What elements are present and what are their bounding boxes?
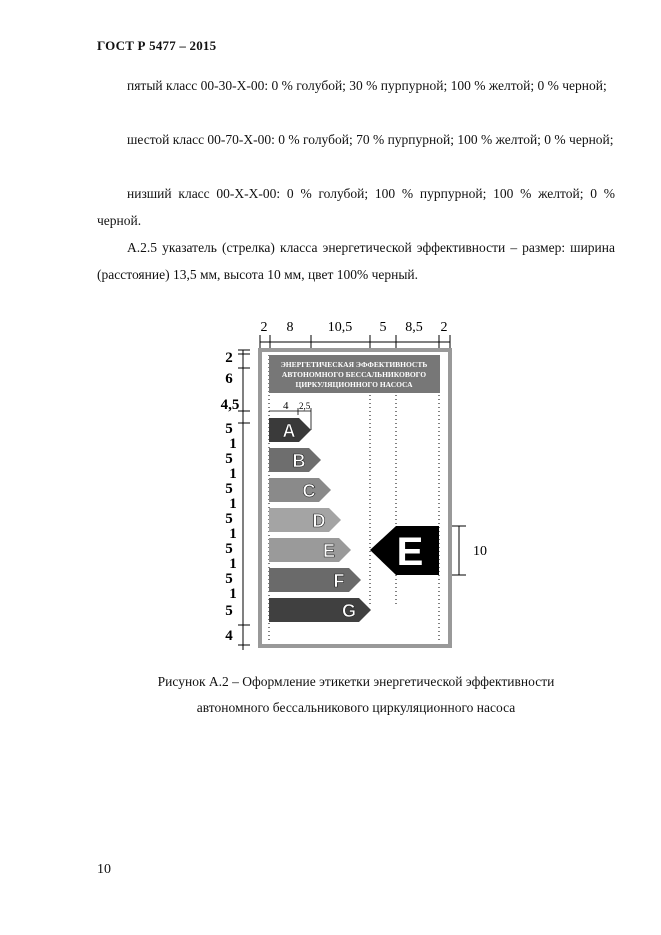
paragraph-text: А.2.5 указатель (стрелка) класса энергетической эффективности – размер: ширина (расстояние) 13,5 мм, высота 10 мм, цвет 100% черный. <box>97 240 615 282</box>
class-arrow-letter: G <box>341 601 357 621</box>
left-dim-label: 1 <box>229 526 237 542</box>
left-dim-label: 1 <box>229 496 237 512</box>
paragraph-text: пятый класс 00-30-Х-00: 0 % голубой; 30 % пурпурной; 100 % желтой; 0 % черной; <box>127 78 607 93</box>
inner-dim-label: 2,5 <box>299 401 311 411</box>
class-arrow-e <box>269 538 351 562</box>
left-dim-label: 1 <box>229 466 237 482</box>
left-dim-label: 2 <box>225 350 233 366</box>
paragraph-text: шестой класс 00-70-Х-00: 0 % голубой; 70 % пурпурной; 100 % желтой; 0 % черной; <box>127 132 614 147</box>
left-dim-label: 4,5 <box>220 397 240 413</box>
figure-caption-line-1: Рисунок А.2 – Оформление этикетки энергетической эффективности <box>157 674 555 689</box>
left-dim-label: 5 <box>225 511 233 527</box>
left-dim-label: 5 <box>225 481 233 497</box>
class-arrow-letter: C <box>302 481 316 501</box>
paragraph-text: низший класс 00-Х-Х-00: 0 % голубой; 100 % пурпурной; 100 % желтой; 0 % черной. <box>97 186 615 228</box>
top-dim-label: 8 <box>286 320 294 335</box>
top-dim-label: 8,5 <box>405 320 423 335</box>
label-title-line: ЦИРКУЛЯЦИОННОГО НАСОСА <box>295 380 413 389</box>
class-arrow-c <box>269 478 331 502</box>
indicator-height-label: 10 <box>473 544 487 559</box>
left-dim-label: 6 <box>225 371 233 387</box>
top-dim-label: 5 <box>379 320 387 335</box>
left-dim-label: 5 <box>225 421 233 437</box>
paragraph-class-6 <box>97 126 615 153</box>
left-dim-label: 5 <box>225 451 233 467</box>
left-dim-label: 5 <box>225 603 233 619</box>
top-dim-label: 2 <box>440 320 448 335</box>
top-dimension-line <box>260 335 450 350</box>
left-dim-label: 1 <box>229 556 237 572</box>
label-title-line: ЭНЕРГЕТИЧЕСКАЯ ЭФФЕКТИВНОСТЬ <box>280 360 428 369</box>
class-arrow-letter: B <box>292 451 306 471</box>
top-dim-label: 2 <box>260 320 268 335</box>
label-title-line: АВТОНОМНОГО БЕССАЛЬНИКОВОГО <box>281 370 427 379</box>
figure-caption-line-2: автономного бессальникового циркуляционного насоса <box>196 700 516 715</box>
left-dim-label: 5 <box>225 571 233 587</box>
inner-dim-label: 4 <box>283 400 289 412</box>
energy-label-drawing <box>200 305 520 655</box>
left-dim-label: 1 <box>229 436 237 452</box>
page-number: 10 <box>97 862 111 877</box>
class-arrow-f <box>269 568 361 592</box>
class-arrow-letter: F <box>333 571 345 591</box>
left-dim-label: 1 <box>229 586 237 602</box>
paragraph-class-5 <box>97 72 615 99</box>
left-dim-label: 5 <box>225 541 233 557</box>
paragraph-class-lowest <box>97 180 615 234</box>
class-arrow-letter: D <box>312 511 326 531</box>
left-dim-label: 4 <box>225 628 233 644</box>
left-dimension-line <box>238 350 250 650</box>
class-arrow-letter: E <box>322 541 336 561</box>
indicator-letter: E <box>396 530 424 574</box>
top-dim-label: 10,5 <box>327 320 353 335</box>
indicator-height-dimension <box>452 526 466 575</box>
paragraph-a25 <box>97 234 615 288</box>
energy-label-figure <box>200 305 520 655</box>
class-arrow-letter: A <box>282 421 296 441</box>
class-arrow-d <box>269 508 341 532</box>
document-header: ГОСТ Р 5477 – 2015 <box>97 38 217 53</box>
